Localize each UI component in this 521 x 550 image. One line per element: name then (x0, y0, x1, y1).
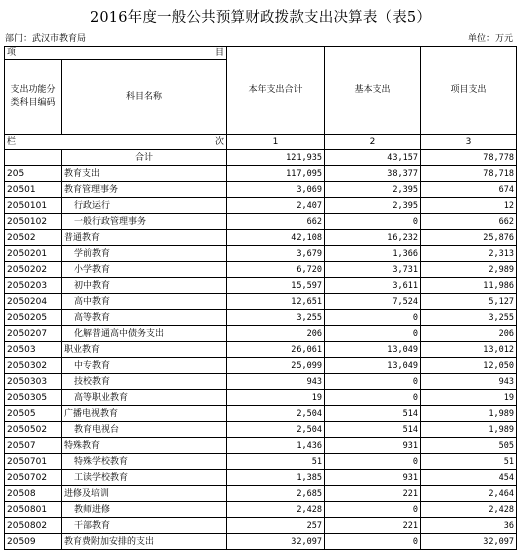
row-project: 1,989 (421, 422, 517, 438)
page-title: 2016年度一般公共预算财政拨款支出决算表（表5） (89, 10, 432, 26)
row-name: 化解普通高中债务支出 (62, 326, 227, 342)
row-total: 42,108 (227, 230, 325, 246)
header-column-right: 次 (214, 136, 224, 147)
header-project: 项目支出 (421, 47, 517, 135)
row-code: 2050502 (5, 422, 62, 438)
row-name: 教师进修 (62, 502, 227, 518)
row-code: 20502 (5, 230, 62, 246)
header-row-item (5, 47, 517, 60)
row-basic: 1,366 (325, 246, 421, 262)
header-name: 科目名称 (62, 60, 227, 135)
row-basic: 0 (325, 326, 421, 342)
table-row (5, 246, 517, 262)
row-code: 2050801 (5, 502, 62, 518)
table-row (5, 214, 517, 230)
row-project: 2,428 (421, 502, 517, 518)
row-total: 3,255 (227, 310, 325, 326)
row-name: 小学教育 (62, 262, 227, 278)
table-row (5, 166, 517, 182)
row-basic: 3,731 (325, 262, 421, 278)
row-total: 15,597 (227, 278, 325, 294)
row-project: 505 (421, 438, 517, 454)
row-code: 2050203 (5, 278, 62, 294)
row-total: 257 (227, 518, 325, 534)
table-row (5, 422, 517, 438)
row-basic: 13,049 (325, 342, 421, 358)
row-project: 51 (421, 454, 517, 470)
row-project: 19 (421, 390, 517, 406)
row-name: 行政运行 (62, 198, 227, 214)
row-total: 2,407 (227, 198, 325, 214)
header-total: 本年支出合计 (227, 47, 325, 135)
row-basic: 7,524 (325, 294, 421, 310)
row-basic: 0 (325, 502, 421, 518)
row-code: 20501 (5, 182, 62, 198)
header-row-column-numbers (5, 135, 517, 150)
row-code: 20507 (5, 438, 62, 454)
row-total: 2,504 (227, 406, 325, 422)
row-name: 特殊教育 (62, 438, 227, 454)
row-code: 20505 (5, 406, 62, 422)
row-project: 32,097 (421, 534, 517, 550)
row-basic: 0 (325, 214, 421, 230)
header-code: 支出功能分类科目编码 (5, 60, 62, 135)
table-row (5, 294, 517, 310)
header-item-left: 项 (7, 47, 17, 58)
row-code: 2050305 (5, 390, 62, 406)
row-code: 20503 (5, 342, 62, 358)
row-code: 2050202 (5, 262, 62, 278)
row-project: 2,464 (421, 486, 517, 502)
table-row (5, 182, 517, 198)
row-code: 2050205 (5, 310, 62, 326)
row-total: 662 (227, 214, 325, 230)
row-name: 普通教育 (62, 230, 227, 246)
row-project: 943 (421, 374, 517, 390)
row-name: 高等教育 (62, 310, 227, 326)
row-name: 初中教育 (62, 278, 227, 294)
row-project: 12 (421, 198, 517, 214)
header-item-right: 目 (214, 47, 224, 58)
unit-label: 单位：万元 (467, 34, 513, 44)
row-basic: 0 (325, 310, 421, 326)
row-project: 36 (421, 518, 517, 534)
row-basic: 931 (325, 470, 421, 486)
row-code: 2050303 (5, 374, 62, 390)
row-name: 特殊学校教育 (62, 454, 227, 470)
row-total: 25,099 (227, 358, 325, 374)
row-code: 20509 (5, 534, 62, 550)
row-basic: 514 (325, 406, 421, 422)
row-basic: 3,611 (325, 278, 421, 294)
row-total: 3,679 (227, 246, 325, 262)
column-number-2: 2 (325, 135, 421, 150)
row-name: 高等职业教育 (62, 390, 227, 406)
row-total: 2,685 (227, 486, 325, 502)
row-name: 合计 (62, 150, 227, 166)
row-code: 205 (5, 166, 62, 182)
header-item-cell (5, 47, 227, 60)
table-row (5, 150, 517, 166)
row-code: 2050204 (5, 294, 62, 310)
row-project: 3,255 (421, 310, 517, 326)
row-total: 26,061 (227, 342, 325, 358)
expenditure-table (4, 46, 517, 550)
row-basic: 13,049 (325, 358, 421, 374)
row-name: 职业教育 (62, 342, 227, 358)
row-basic: 2,395 (325, 198, 421, 214)
table-row (5, 518, 517, 534)
table-row (5, 230, 517, 246)
table-row (5, 326, 517, 342)
row-basic: 0 (325, 390, 421, 406)
row-project: 674 (421, 182, 517, 198)
row-basic: 221 (325, 518, 421, 534)
row-basic: 931 (325, 438, 421, 454)
row-basic: 514 (325, 422, 421, 438)
table-row (5, 262, 517, 278)
row-name: 中专教育 (62, 358, 227, 374)
row-project: 25,876 (421, 230, 517, 246)
table-row (5, 198, 517, 214)
row-project: 1,989 (421, 406, 517, 422)
row-name: 干部教育 (62, 518, 227, 534)
row-code: 2050802 (5, 518, 62, 534)
row-project: 2,313 (421, 246, 517, 262)
table-row (5, 406, 517, 422)
row-project: 78,718 (421, 166, 517, 182)
row-basic: 38,377 (325, 166, 421, 182)
table-row (5, 310, 517, 326)
table-row (5, 358, 517, 374)
row-basic: 16,232 (325, 230, 421, 246)
row-project: 5,127 (421, 294, 517, 310)
row-name: 一般行政管理事务 (62, 214, 227, 230)
row-total: 51 (227, 454, 325, 470)
row-name: 工读学校教育 (62, 470, 227, 486)
row-code: 2050207 (5, 326, 62, 342)
row-name: 广播电视教育 (62, 406, 227, 422)
row-code: 2050702 (5, 470, 62, 486)
row-basic: 0 (325, 454, 421, 470)
row-name: 教育管理事务 (62, 182, 227, 198)
table-row (5, 342, 517, 358)
row-project: 11,986 (421, 278, 517, 294)
row-project: 454 (421, 470, 517, 486)
table-row (5, 534, 517, 550)
row-name: 进修及培训 (62, 486, 227, 502)
row-name: 教育费附加安排的支出 (62, 534, 227, 550)
row-project: 206 (421, 326, 517, 342)
row-name: 教育电视台 (62, 422, 227, 438)
header-basic: 基本支出 (325, 47, 421, 135)
column-number-3: 3 (421, 135, 517, 150)
row-total: 6,720 (227, 262, 325, 278)
row-project: 662 (421, 214, 517, 230)
row-project: 2,989 (421, 262, 517, 278)
table-row (5, 438, 517, 454)
row-basic: 221 (325, 486, 421, 502)
row-total: 3,069 (227, 182, 325, 198)
header-column-left: 栏 (7, 136, 17, 147)
row-code: 2050302 (5, 358, 62, 374)
row-total: 1,385 (227, 470, 325, 486)
row-project: 12,050 (421, 358, 517, 374)
row-project: 13,012 (421, 342, 517, 358)
row-code (5, 150, 62, 166)
row-name: 高中教育 (62, 294, 227, 310)
table-row (5, 374, 517, 390)
column-number-1: 1 (227, 135, 325, 150)
row-name: 学前教育 (62, 246, 227, 262)
row-basic: 0 (325, 534, 421, 550)
department-label: 部门：武汉市教育局 (5, 34, 87, 44)
table-row (5, 278, 517, 294)
row-total: 32,097 (227, 534, 325, 550)
row-basic: 43,157 (325, 150, 421, 166)
table-row (5, 502, 517, 518)
row-code: 2050201 (5, 246, 62, 262)
row-name: 技校教育 (62, 374, 227, 390)
table-row (5, 390, 517, 406)
row-code: 2050701 (5, 454, 62, 470)
row-project: 78,778 (421, 150, 517, 166)
row-code: 20508 (5, 486, 62, 502)
table-row (5, 470, 517, 486)
row-total: 1,436 (227, 438, 325, 454)
table-row (5, 486, 517, 502)
row-total: 12,651 (227, 294, 325, 310)
table-row (5, 454, 517, 470)
row-total: 117,095 (227, 166, 325, 182)
row-total: 206 (227, 326, 325, 342)
row-name: 教育支出 (62, 166, 227, 182)
row-code: 2050102 (5, 214, 62, 230)
row-basic: 2,395 (325, 182, 421, 198)
row-basic: 0 (325, 374, 421, 390)
row-total: 2,428 (227, 502, 325, 518)
row-total: 19 (227, 390, 325, 406)
row-total: 943 (227, 374, 325, 390)
row-total: 121,935 (227, 150, 325, 166)
row-total: 2,504 (227, 422, 325, 438)
row-code: 2050101 (5, 198, 62, 214)
header-column-cell (5, 135, 227, 150)
